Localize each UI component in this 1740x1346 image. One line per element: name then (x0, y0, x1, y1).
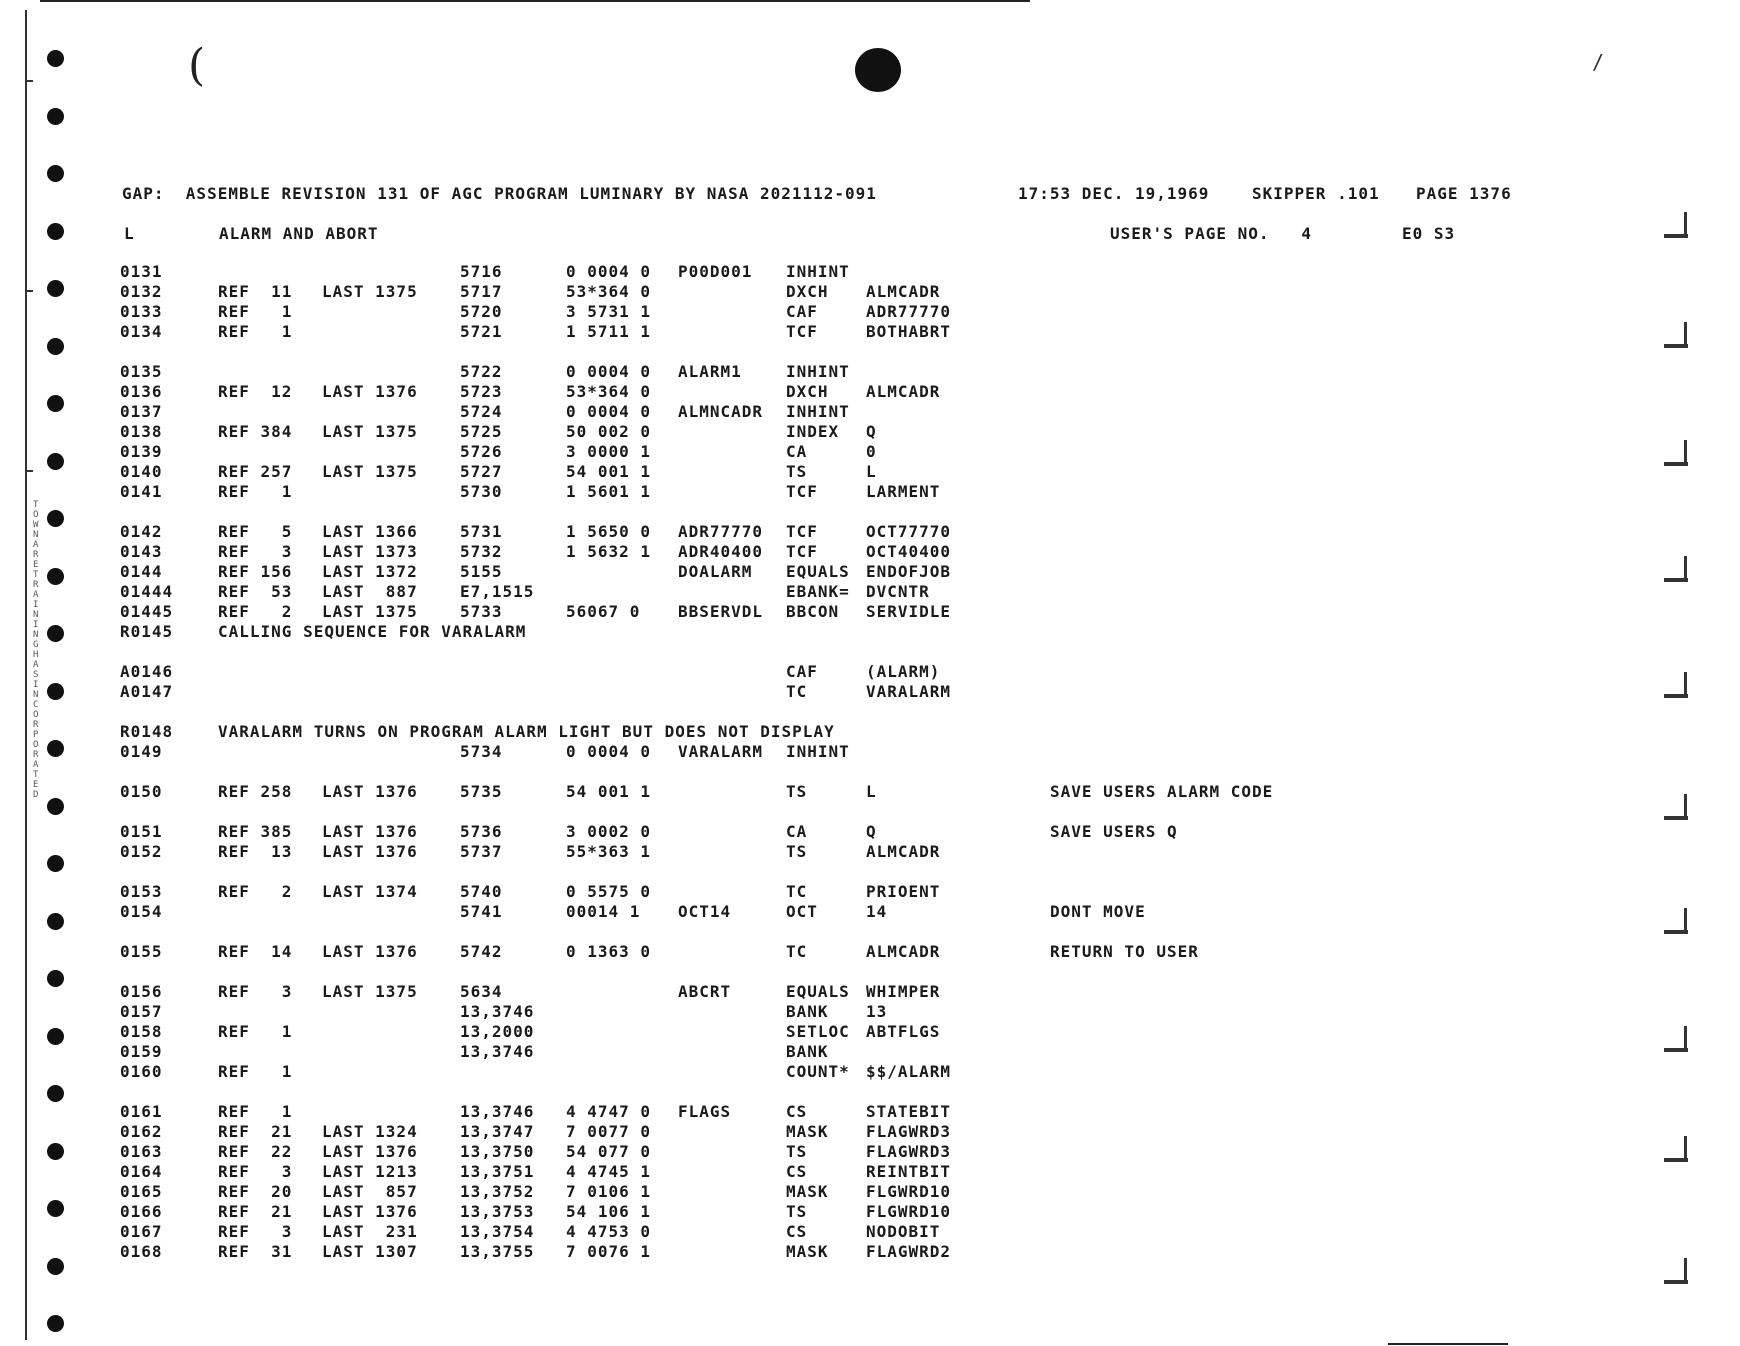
ref-count: REF 3 (218, 1162, 293, 1181)
opcode: INHINT (786, 262, 850, 281)
line-number: R0145 (120, 622, 174, 641)
page-number: PAGE 1376 (1416, 184, 1512, 203)
opcode: TC (786, 682, 808, 701)
margin-tick (25, 470, 33, 472)
opcode: TS (786, 1142, 808, 1161)
operand: FLGWRD10 (866, 1202, 952, 1221)
ref-count: REF 53 (218, 582, 293, 601)
line-number: 0160 (120, 1062, 163, 1081)
octal-code: 4 4753 0 (566, 1222, 652, 1241)
scan-mark-icon (1650, 794, 1694, 822)
opcode: CS (786, 1162, 808, 1181)
punch-hole-icon (47, 108, 64, 125)
ref-count: REF 31 (218, 1242, 293, 1261)
ref-count: REF 1 (218, 322, 293, 341)
operand: WHIMPER (866, 982, 941, 1001)
last-ref: LAST 1375 (322, 462, 418, 481)
octal-code: 3 5731 1 (566, 302, 652, 321)
opcode: COUNT* (786, 1062, 850, 1081)
opcode: SETLOC (786, 1022, 850, 1041)
punch-hole-icon (47, 625, 64, 642)
ref-count: CALLING SEQUENCE FOR VARALARM (218, 622, 527, 641)
address: 5735 (460, 782, 503, 801)
octal-code: 0 0004 0 (566, 362, 652, 381)
punch-hole-icon (47, 50, 64, 67)
punch-hole-icon (47, 1028, 64, 1045)
line-number: 0143 (120, 542, 163, 561)
line-number: 0132 (120, 282, 163, 301)
punch-hole-icon (47, 280, 64, 297)
address: 13,3750 (460, 1142, 535, 1161)
line-number: 01444 (120, 582, 174, 601)
last-ref: LAST 1376 (322, 1202, 418, 1221)
octal-code: 0 5575 0 (566, 882, 652, 901)
line-number: 0135 (120, 362, 163, 381)
operand: PRIOENT (866, 882, 941, 901)
scan-mark-icon (1650, 672, 1694, 700)
label: VARALARM (678, 742, 764, 761)
last-ref: LAST 1373 (322, 542, 418, 561)
line-number: 0138 (120, 422, 163, 441)
octal-code: 56067 0 (566, 602, 641, 621)
octal-code: 53*364 0 (566, 282, 652, 301)
line-number: 0134 (120, 322, 163, 341)
line-number: 0158 (120, 1022, 163, 1041)
address: 5155 (460, 562, 503, 581)
punch-hole-icon (47, 913, 64, 930)
operand: NODOBIT (866, 1222, 941, 1241)
line-number: 0142 (120, 522, 163, 541)
operand: VARALARM (866, 682, 952, 701)
section-letter: L (124, 224, 135, 243)
ref-count: REF 13 (218, 842, 293, 861)
label: ABCRT (678, 982, 732, 1001)
octal-code: 55*363 1 (566, 842, 652, 861)
ref-count: REF 1 (218, 1062, 293, 1081)
last-ref: LAST 1375 (322, 282, 418, 301)
ref-count: VARALARM TURNS ON PROGRAM ALARM LIGHT BUT DOES NOT DISPLAY (218, 722, 835, 741)
octal-code: 53*364 0 (566, 382, 652, 401)
address: 5634 (460, 982, 503, 1001)
octal-code: 3 0002 0 (566, 822, 652, 841)
octal-code: 54 106 1 (566, 1202, 652, 1221)
last-ref: LAST 1213 (322, 1162, 418, 1181)
address: 13,3755 (460, 1242, 535, 1261)
side-margin-text: TOWN ARE TRAINING HAS INCORPORATED (33, 500, 39, 800)
last-ref: LAST 1307 (322, 1242, 418, 1261)
ref-count: REF 3 (218, 542, 293, 561)
address: 5724 (460, 402, 503, 421)
address: 5731 (460, 522, 503, 541)
address: E7,1515 (460, 582, 535, 601)
last-ref: LAST 1376 (322, 382, 418, 401)
line-number: 0149 (120, 742, 163, 761)
opcode: TCF (786, 322, 818, 341)
ref-count: REF 3 (218, 1222, 293, 1241)
operand: LARMENT (866, 482, 941, 501)
opcode: INDEX (786, 422, 840, 441)
address: 13,3746 (460, 1002, 535, 1021)
line-number: 0168 (120, 1242, 163, 1261)
opcode: TCF (786, 522, 818, 541)
octal-code: 7 0106 1 (566, 1182, 652, 1201)
ref-count: REF 22 (218, 1142, 293, 1161)
opcode: DXCH (786, 282, 829, 301)
operand: ALMCADR (866, 942, 941, 961)
ref-count: REF 2 (218, 882, 293, 901)
opcode: TS (786, 462, 808, 481)
octal-code: 54 001 1 (566, 462, 652, 481)
address: 5722 (460, 362, 503, 381)
operand: FLAGWRD3 (866, 1142, 952, 1161)
label: DOALARM (678, 562, 753, 581)
opcode: CAF (786, 662, 818, 681)
opcode: EQUALS (786, 562, 850, 581)
punch-hole-icon (47, 1315, 64, 1332)
opcode: MASK (786, 1182, 829, 1201)
top-rule (40, 0, 1030, 2)
last-ref: LAST 1375 (322, 982, 418, 1001)
operand: L (866, 782, 877, 801)
label: FLAGS (678, 1102, 732, 1121)
line-number: 01445 (120, 602, 174, 621)
opcode: EBANK= (786, 582, 850, 601)
scan-mark-icon (1650, 1258, 1694, 1286)
address: 5730 (460, 482, 503, 501)
ref-count: REF 156 (218, 562, 293, 581)
octal-code: 3 0000 1 (566, 442, 652, 461)
last-ref: LAST 1376 (322, 942, 418, 961)
punch-hole-icon (47, 510, 64, 527)
last-ref: LAST 1372 (322, 562, 418, 581)
margin-tick (25, 80, 33, 82)
last-ref: LAST 231 (322, 1222, 418, 1241)
ref-count: REF 5 (218, 522, 293, 541)
comment: RETURN TO USER (1050, 942, 1199, 961)
line-number: 0153 (120, 882, 163, 901)
octal-code: 4 4747 0 (566, 1102, 652, 1121)
line-number: 0159 (120, 1042, 163, 1061)
punch-hole-icon (47, 1200, 64, 1217)
address: 5733 (460, 602, 503, 621)
scan-mark-icon (1650, 1026, 1694, 1054)
opcode: TS (786, 782, 808, 801)
address: 5725 (460, 422, 503, 441)
opcode: BANK (786, 1002, 829, 1021)
punch-hole-icon (47, 1258, 64, 1275)
line-number: 0136 (120, 382, 163, 401)
operand: L (866, 462, 877, 481)
stray-mark: ( (188, 40, 206, 91)
operand: FLAGWRD3 (866, 1122, 952, 1141)
scan-mark-icon (1650, 556, 1694, 584)
address: 5721 (460, 322, 503, 341)
operand: OCT40400 (866, 542, 952, 561)
octal-code: 0 0004 0 (566, 262, 652, 281)
line-number: 0155 (120, 942, 163, 961)
address: 5726 (460, 442, 503, 461)
address: 13,3747 (460, 1122, 535, 1141)
operand: ABTFLGS (866, 1022, 941, 1041)
address: 5716 (460, 262, 503, 281)
last-ref: LAST 1375 (322, 602, 418, 621)
octal-code: 00014 1 (566, 902, 641, 921)
opcode: CA (786, 442, 808, 461)
address: 5727 (460, 462, 503, 481)
opcode: CAF (786, 302, 818, 321)
punch-hole-icon (47, 1143, 64, 1160)
line-number: A0147 (120, 682, 174, 701)
line-number: 0163 (120, 1142, 163, 1161)
scan-mark-icon (1650, 440, 1694, 468)
punch-hole-icon (47, 970, 64, 987)
comment: SAVE USERS ALARM CODE (1050, 782, 1274, 801)
last-ref: LAST 1366 (322, 522, 418, 541)
operand: 13 (866, 1002, 888, 1021)
octal-code: 54 077 0 (566, 1142, 652, 1161)
line-number: A0146 (120, 662, 174, 681)
last-ref: LAST 1376 (322, 842, 418, 861)
punch-hole-icon (47, 165, 64, 182)
last-ref: LAST 1376 (322, 1142, 418, 1161)
operand: SERVIDLE (866, 602, 952, 621)
label: ALARM1 (678, 362, 742, 381)
line-number: 0152 (120, 842, 163, 861)
last-ref: LAST 1376 (322, 822, 418, 841)
octal-code: 0 0004 0 (566, 402, 652, 421)
ref-count: REF 2 (218, 602, 293, 621)
line-number: 0161 (120, 1102, 163, 1121)
line-number: 0166 (120, 1202, 163, 1221)
line-number: 0133 (120, 302, 163, 321)
last-ref: LAST 1374 (322, 882, 418, 901)
operand: $$/ALARM (866, 1062, 952, 1081)
line-number: R0148 (120, 722, 174, 741)
ref-count: REF 11 (218, 282, 293, 301)
punch-hole-icon (47, 1085, 64, 1102)
operand: Q (866, 422, 877, 441)
stray-mark: / (1592, 50, 1605, 74)
address: 5734 (460, 742, 503, 761)
ref-count: REF 20 (218, 1182, 293, 1201)
line-number: 0144 (120, 562, 163, 581)
address: 13,2000 (460, 1022, 535, 1041)
punch-hole-icon (47, 855, 64, 872)
margin-tick (25, 290, 33, 292)
octal-code: 4 4745 1 (566, 1162, 652, 1181)
ref-count: REF 385 (218, 822, 293, 841)
ref-count: REF 384 (218, 422, 293, 441)
opcode: INHINT (786, 362, 850, 381)
comment: DONT MOVE (1050, 902, 1146, 921)
punch-hole-icon (47, 223, 64, 240)
ref-count: REF 1 (218, 302, 293, 321)
operand: ALMCADR (866, 282, 941, 301)
label: BBSERVDL (678, 602, 764, 621)
label: ALMNCADR (678, 402, 764, 421)
line-number: 0156 (120, 982, 163, 1001)
line-number: 0157 (120, 1002, 163, 1021)
octal-code: 0 0004 0 (566, 742, 652, 761)
opcode: MASK (786, 1242, 829, 1261)
punch-hole-icon (47, 683, 64, 700)
operand: 0 (866, 442, 877, 461)
opcode: TCF (786, 482, 818, 501)
line-number: 0141 (120, 482, 163, 501)
skipper-label: SKIPPER .101 (1252, 184, 1380, 203)
opcode: BBCON (786, 602, 840, 621)
operand: OCT77770 (866, 522, 952, 541)
line-number: 0139 (120, 442, 163, 461)
ref-count: REF 21 (218, 1202, 293, 1221)
operand: STATEBIT (866, 1102, 952, 1121)
operand: ENDOFJOB (866, 562, 952, 581)
operand: ALMCADR (866, 842, 941, 861)
scan-mark-icon (1650, 322, 1694, 350)
operand: ALMCADR (866, 382, 941, 401)
operand: REINTBIT (866, 1162, 952, 1181)
operand: FLAGWRD2 (866, 1242, 952, 1261)
opcode: DXCH (786, 382, 829, 401)
last-ref: LAST 1376 (322, 782, 418, 801)
ref-count: REF 1 (218, 1022, 293, 1041)
bottom-rule (1388, 1343, 1508, 1345)
operand: FLGWRD10 (866, 1182, 952, 1201)
operand: Q (866, 822, 877, 841)
ref-count: REF 1 (218, 1102, 293, 1121)
address: 5720 (460, 302, 503, 321)
octal-code: 0 1363 0 (566, 942, 652, 961)
ref-count: REF 14 (218, 942, 293, 961)
scan-mark-icon (1650, 1136, 1694, 1164)
opcode: BANK (786, 1042, 829, 1061)
last-ref: LAST 1375 (322, 422, 418, 441)
section-title: ALARM AND ABORT (219, 224, 379, 243)
opcode: CS (786, 1222, 808, 1241)
opcode: MASK (786, 1122, 829, 1141)
line-number: 0151 (120, 822, 163, 841)
octal-code: 1 5711 1 (566, 322, 652, 341)
octal-code: 50 002 0 (566, 422, 652, 441)
operand: ADR77770 (866, 302, 952, 321)
comment: SAVE USERS Q (1050, 822, 1178, 841)
punch-hole-icon (47, 338, 64, 355)
address: 13,3754 (460, 1222, 535, 1241)
binder-hole-icon (855, 48, 901, 92)
opcode: CA (786, 822, 808, 841)
scan-mark-icon (1650, 908, 1694, 936)
address: 5742 (460, 942, 503, 961)
opcode: TS (786, 1202, 808, 1221)
address: 5723 (460, 382, 503, 401)
users-page-number: USER'S PAGE NO. 4 (1110, 224, 1313, 243)
line-number: 0140 (120, 462, 163, 481)
address: 5737 (460, 842, 503, 861)
octal-code: 54 001 1 (566, 782, 652, 801)
octal-code: 1 5601 1 (566, 482, 652, 501)
line-number: 0164 (120, 1162, 163, 1181)
octal-code: 1 5632 1 (566, 542, 652, 561)
punch-hole-icon (47, 453, 64, 470)
last-ref: LAST 857 (322, 1182, 418, 1201)
opcode: TCF (786, 542, 818, 561)
opcode: TC (786, 942, 808, 961)
address: 5717 (460, 282, 503, 301)
address: 13,3746 (460, 1042, 535, 1061)
line-number: 0162 (120, 1122, 163, 1141)
operand: 14 (866, 902, 888, 921)
opcode: TS (786, 842, 808, 861)
punch-hole-icon (47, 740, 64, 757)
operand: (ALARM) (866, 662, 941, 681)
line-number: 0137 (120, 402, 163, 421)
line-number: 0150 (120, 782, 163, 801)
ref-count: REF 257 (218, 462, 293, 481)
ref-count: REF 3 (218, 982, 293, 1001)
opcode: INHINT (786, 402, 850, 421)
left-margin-line (25, 10, 27, 1340)
line-number: 0154 (120, 902, 163, 921)
label: ADR77770 (678, 522, 764, 541)
address: 13,3753 (460, 1202, 535, 1221)
opcode: EQUALS (786, 982, 850, 1001)
ref-count: REF 1 (218, 482, 293, 501)
address: 13,3752 (460, 1182, 535, 1201)
listing-title: GAP: ASSEMBLE REVISION 131 OF AGC PROGRAM LUMINARY BY NASA 2021112-091 (122, 184, 877, 203)
punch-hole-icon (47, 568, 64, 585)
line-number: 0131 (120, 262, 163, 281)
address: 5741 (460, 902, 503, 921)
address: 5732 (460, 542, 503, 561)
timestamp: 17:53 DEC. 19,1969 (1018, 184, 1210, 203)
address: 13,3751 (460, 1162, 535, 1181)
label: ADR40400 (678, 542, 764, 561)
operand: BOTHABRT (866, 322, 952, 341)
punch-hole-icon (47, 395, 64, 412)
label: P00D001 (678, 262, 753, 281)
address: 13,3746 (460, 1102, 535, 1121)
last-ref: LAST 1324 (322, 1122, 418, 1141)
ref-count: REF 21 (218, 1122, 293, 1141)
opcode: TC (786, 882, 808, 901)
octal-code: 7 0076 1 (566, 1242, 652, 1261)
punch-hole-icon (47, 798, 64, 815)
last-ref: LAST 887 (322, 582, 418, 601)
ref-count: REF 258 (218, 782, 293, 801)
octal-code: 1 5650 0 (566, 522, 652, 541)
scan-mark-icon (1650, 212, 1694, 240)
label: OCT14 (678, 902, 732, 921)
opcode: INHINT (786, 742, 850, 761)
ref-count: REF 12 (218, 382, 293, 401)
line-number: 0165 (120, 1182, 163, 1201)
octal-code: 7 0077 0 (566, 1122, 652, 1141)
opcode: OCT (786, 902, 818, 921)
operand: DVCNTR (866, 582, 930, 601)
eo-label: E0 S3 (1402, 224, 1456, 243)
address: 5740 (460, 882, 503, 901)
opcode: CS (786, 1102, 808, 1121)
address: 5736 (460, 822, 503, 841)
line-number: 0167 (120, 1222, 163, 1241)
